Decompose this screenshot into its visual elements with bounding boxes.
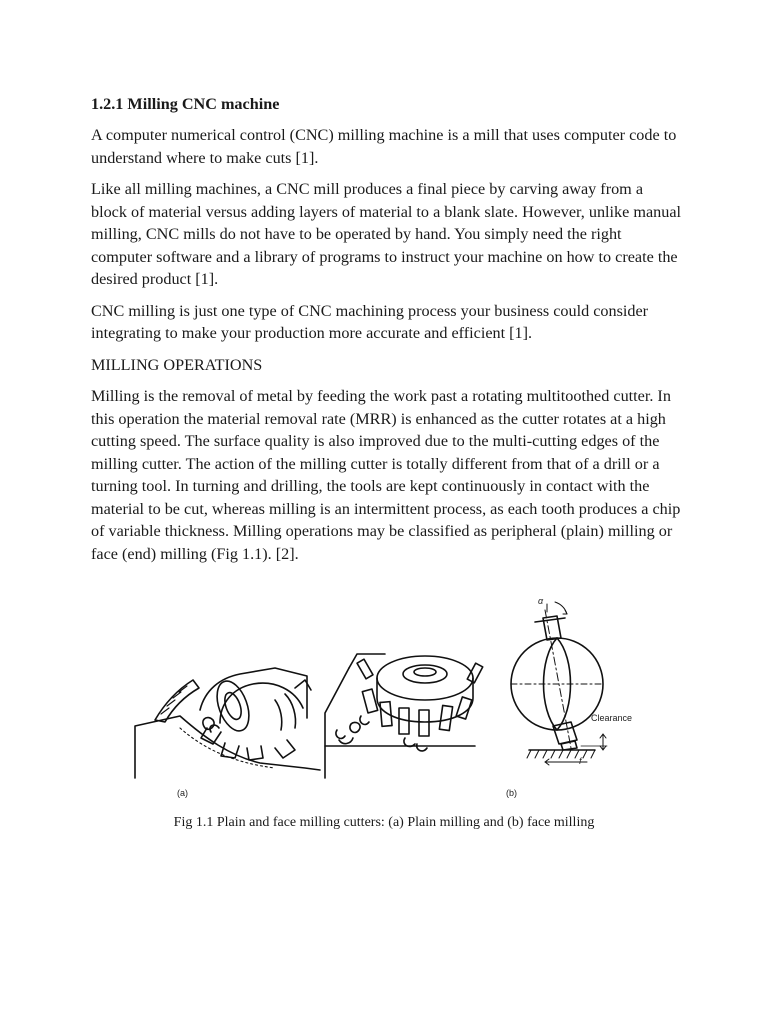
milling-operations-title: MILLING OPERATIONS	[91, 355, 263, 374]
milling-cutters-drawing	[125, 598, 655, 810]
figure-label-b: (b)	[506, 788, 517, 798]
section-heading: 1.2.1 Milling CNC machine	[91, 95, 280, 113]
clearance-label: Clearance	[591, 713, 633, 723]
plain-milling-illustration	[135, 668, 320, 778]
document-body	[91, 93, 681, 574]
figure-label-a: (a)	[177, 788, 188, 798]
feed-symbol: f	[579, 756, 582, 766]
clearance-diagram	[511, 602, 607, 765]
paragraph-milling-operations: Milling is the removal of metal by feeding the work past a rotating multitoothed cutter. In this operation the material removal rate (MRR) is enhanced as the cutter rotates at a high cutting speed. The surface quality is also improved due to the multi-cutting edges of the milling cutter. The action of the milling cutter is totally different from that of a drill or a turning tool. In turning and drilling, the tools are kept continuously in contact with the material to be cut, whereas milling is an intermittent process, as each tooth produces a chip of variable thickness. Milling operations may be classified as peripheral (plain) milling or face (end) milling (Fig 1.1). [2].	[91, 387, 681, 563]
milling-cutters-figure	[125, 598, 655, 810]
paragraph-cnc-machining: CNC milling is just one type of CNC machining process your business could consider integrating to make your production more accurate and efficient [1].	[91, 301, 649, 342]
paragraph-cnc-mill-description: Like all milling machines, a CNC mill produces a final piece by carving away from a block of material versus adding layers of material to a blank slate. However, unlike manual milling, CNC mills do not have to be operated by hand. You simply need the right computer software and a library of programs to instruct your machine on how to create the desired product [1].	[91, 180, 681, 288]
alpha-symbol: α	[538, 596, 544, 606]
paragraph-cnc-definition: A computer numerical control (CNC) milling machine is a mill that uses computer code to understand where to make cuts [1].	[91, 126, 677, 167]
face-milling-illustration	[325, 654, 483, 778]
figure-caption: Fig 1.1 Plain and face milling cutters: (a) Plain milling and (b) face milling	[173, 815, 595, 830]
